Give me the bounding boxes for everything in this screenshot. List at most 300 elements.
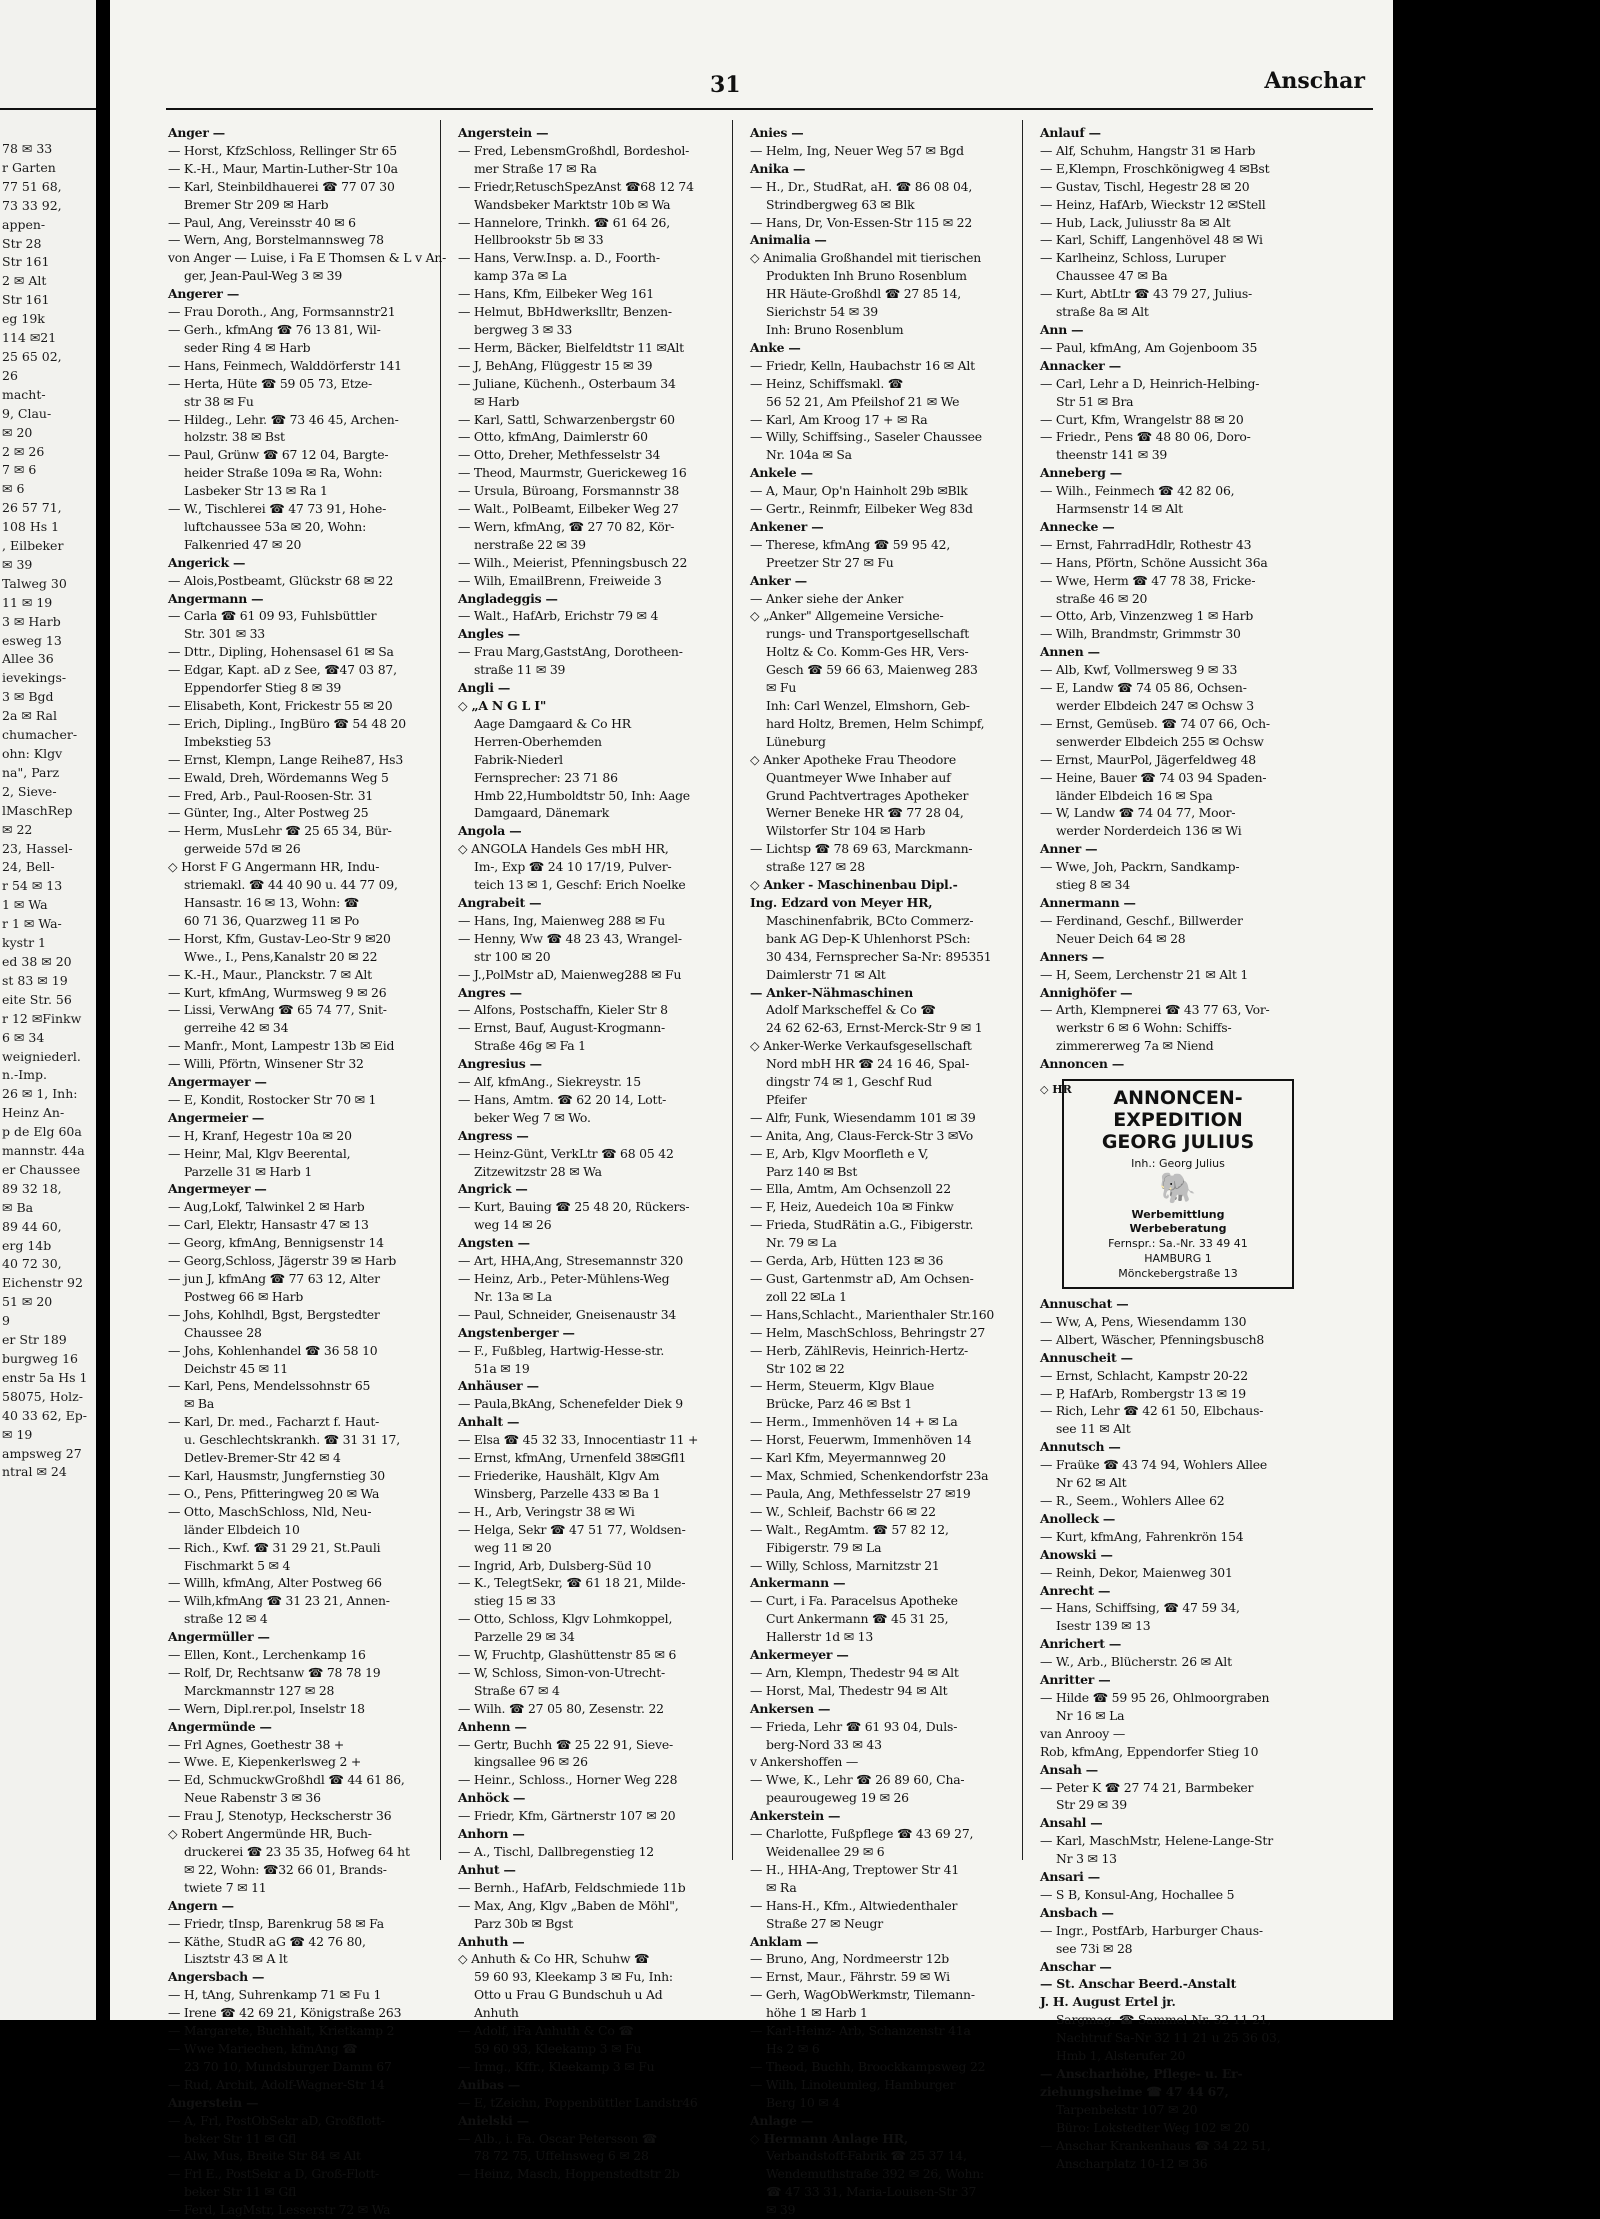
prev-page-fragment: 2 ✉ Alt xyxy=(2,273,47,289)
directory-entry: Nr. 104a ✉ Sa xyxy=(766,447,852,463)
directory-entry: Falkenried 47 ✉ 20 xyxy=(184,536,302,552)
directory-entry: — Heinz, Arb., Peter-Mühlens-Weg xyxy=(458,1271,670,1286)
directory-entry: — Horst, KfzSchloss, Rellinger Str 65 xyxy=(168,142,397,158)
prev-page-fragment: er Str 189 xyxy=(2,1332,67,1348)
directory-entry: Nr. 13a ✉ La xyxy=(474,1288,552,1304)
directory-entry: — Therese, kfmAng ☎ 59 95 42, xyxy=(750,536,951,552)
prev-page-fragment: burgweg 16 xyxy=(2,1351,79,1366)
directory-entry: Hansastr. 16 ✉ 13, Wohn: ☎ xyxy=(184,894,360,910)
directory-entry: ☎ 47 33 31, Maria-Louisen-Str 37 xyxy=(766,2184,977,2200)
prev-page-fragment: 1 ✉ Wa xyxy=(2,897,48,913)
prev-page-fragment: ✉ 19 xyxy=(2,1426,33,1442)
directory-entry: — Gertr., Reinmfr, Eilbeker Weg 83d xyxy=(750,501,973,517)
directory-entry: Maschinenfabrik, BCto Commerz- xyxy=(766,912,974,928)
directory-entry: Brücke, Parz 46 ✉ Bst 1 xyxy=(766,1396,912,1412)
directory-entry: — W., Schleif, Bachstr 66 ✉ 22 xyxy=(750,1503,936,1519)
directory-entry: — Friedr,RetuschSpezAnst ☎68 12 74 xyxy=(458,178,694,194)
directory-entry: ◇ Horst F G Angermann HR, Indu- xyxy=(168,859,380,875)
directory-entry: Postweg 66 ✉ Harb xyxy=(184,1288,304,1304)
directory-entry: Str. 301 ✉ 33 xyxy=(184,626,265,642)
directory-entry: stieg 15 ✉ 33 xyxy=(474,1593,556,1609)
directory-entry: ◇ Robert Angermünde HR, Buch- xyxy=(168,1826,372,1842)
directory-entry: hard Holtz, Bremen, Helm Schimpf, xyxy=(766,715,985,731)
directory-entry: — Heine, Bauer ☎ 74 03 94 Spaden- xyxy=(1040,769,1267,785)
surname-heading: Ankele — xyxy=(750,465,813,481)
surname-heading: Animalia — xyxy=(750,232,827,248)
prev-page-fragment: Str 161 xyxy=(2,292,50,308)
directory-entry: beker Weg 7 ✉ Wo. xyxy=(474,1109,591,1125)
directory-entry: luftchaussee 53a ✉ 20, Wohn: xyxy=(184,518,367,534)
surname-heading: Ansahl — xyxy=(1040,1815,1103,1831)
directory-entry: holzstr. 38 ✉ Bst xyxy=(184,429,285,445)
directory-entry: ✉ 22, Wohn: ☎32 66 01, Brands- xyxy=(184,1861,387,1877)
directory-entry: Str 102 ✉ 22 xyxy=(766,1360,845,1376)
surname-heading: Angerer — xyxy=(168,286,240,302)
directory-entry: — Wilh, EmailBrenn, Freiweide 3 xyxy=(458,572,662,588)
prev-page-fragment: Talweg 30 xyxy=(2,575,67,591)
directory-entry: Pfeifer xyxy=(766,1091,807,1107)
directory-entry: — E,Klempn, Froschkönigweg 4 ✉Bst xyxy=(1040,160,1270,176)
directory-entry: — Alf, Schuhm, Hangstr 31 ✉ Harb xyxy=(1040,142,1256,158)
directory-entry: — Karl Kfm, Meyermannweg 20 xyxy=(750,1450,946,1466)
directory-entry: — Herm., Immenhöven 14 + ✉ La xyxy=(750,1414,958,1430)
prev-page-fragment: 9 xyxy=(2,1313,10,1329)
directory-entry: — Ernst, FahrradHdlr, Rothestr 43 xyxy=(1040,536,1252,552)
prev-page-fragment: 3 ✉ Bgd xyxy=(2,689,54,705)
directory-entry: — Peter K ☎ 27 74 21, Barmbeker xyxy=(1040,1779,1254,1795)
directory-entry: — A, Frl, PostObSekr aD, Großflott- xyxy=(168,2112,385,2128)
directory-entry: ✉ Harb xyxy=(474,393,520,409)
surname-heading: Anker — xyxy=(750,572,807,588)
directory-entry: — P, HafArb, Rombergstr 13 ✉ 19 xyxy=(1040,1385,1246,1401)
directory-entry: — Gerda, Arb, Hütten 123 ✉ 36 xyxy=(750,1253,944,1269)
directory-entry: — Ferd, LagMstr, Lesserstr 72 ✉ Wa xyxy=(168,2202,391,2218)
surname-heading: ◇ Hermann Anlage HR, xyxy=(750,2130,908,2146)
directory-entry: Marckmannstr 127 ✉ 28 xyxy=(184,1682,335,1698)
directory-entry: — Dttr., Dipling, Hohensasel 61 ✉ Sa xyxy=(168,644,394,660)
directory-entry: beker Str 11 ✉ Gfl xyxy=(184,2184,297,2200)
directory-entry: — Max, Schmied, Schenkendorfstr 23a xyxy=(750,1467,989,1483)
directory-entry: — Willy, Schiffsing., Saseler Chaussee xyxy=(750,429,982,445)
directory-entry: Nr 16 ✉ La xyxy=(1056,1707,1125,1723)
directory-entry: Lasbeker Str 13 ✉ Ra 1 xyxy=(184,483,328,499)
surname-heading: Anies — xyxy=(750,125,804,140)
directory-entry: — Otto, MaschSchloss, Nld, Neu- xyxy=(168,1503,372,1519)
directory-entry: — E, Arb, Klgv Moorfleth e V, xyxy=(750,1145,929,1161)
directory-entry: Daimlerstr 71 ✉ Alt xyxy=(766,966,886,982)
directory-entry: — Friedr., Pens ☎ 48 80 06, Doro- xyxy=(1040,429,1251,445)
directory-entry: striemakl. ☎ 44 40 90 u. 44 77 09, xyxy=(184,877,398,893)
directory-entry: — Wilh,kfmAng ☎ 31 23 21, Annen- xyxy=(168,1593,390,1609)
directory-entry: Berg 10 ✉ 4 xyxy=(766,2094,840,2110)
directory-entry: — Kurt, AbtLtr ☎ 43 79 27, Julius- xyxy=(1040,286,1253,302)
prev-page-fragment: 2a ✉ Ral xyxy=(2,708,57,724)
directory-entry: von Anger — Luise, i Fa E Thomsen & L v An- xyxy=(168,250,447,266)
surname-heading: Angladeggis — xyxy=(458,590,558,606)
directory-entry: — Paula, Ang, Methfesselstr 27 ✉19 xyxy=(750,1485,971,1501)
directory-entry: — Wilh, Linoleumleg, Hamburger xyxy=(750,2076,956,2092)
directory-entry: Weidenallee 29 ✉ 6 xyxy=(766,1844,885,1859)
directory-entry: länder Elbdeich 10 xyxy=(184,1521,300,1537)
column-divider xyxy=(440,120,441,1860)
directory-entry: — Karl, Am Kroog 17 + ✉ Ra xyxy=(750,411,928,427)
directory-entry: — Frau Doroth., Ang, Formsannstr21 xyxy=(168,304,396,320)
directory-entry: Hallerstr 1d ✉ 13 xyxy=(766,1629,874,1645)
prev-page-fragment: 26 ✉ 1, Inh: xyxy=(2,1086,78,1102)
directory-entry: — Friederike, Haushält, Klgv Am xyxy=(458,1467,660,1483)
directory-entry: — Hans, Pförtn, Schöne Aussicht 36a xyxy=(1040,554,1268,570)
directory-entry: Herren-Oberhemden xyxy=(474,733,602,749)
ad-owner: Inh.: Georg Julius xyxy=(1131,1157,1225,1171)
directory-entry: — Reinh, Dekor, Maienweg 301 xyxy=(1040,1564,1233,1580)
directory-entry: — Alfons, Postschaffn, Kieler Str 8 xyxy=(458,1002,668,1018)
directory-entry: — Elsa ☎ 45 32 33, Innocentiastr 11 + xyxy=(458,1432,699,1448)
directory-entry: — Frieda, StudRätin a.G., Fibigerstr. xyxy=(750,1217,974,1233)
surname-heading: Anrecht — xyxy=(1040,1582,1111,1598)
prev-page-fragment: 11 ✉ 19 xyxy=(2,594,53,610)
directory-entry: — Edgar, Kapt. aD z See, ☎47 03 87, xyxy=(168,662,397,678)
directory-entry: Parz 30b ✉ Bgst xyxy=(474,1915,573,1931)
directory-column-3 xyxy=(750,124,1018,2218)
directory-entry: — Curt, i Fa. Paracelsus Apotheke xyxy=(750,1593,958,1609)
directory-entry: — Helm, Ing, Neuer Weg 57 ✉ Bgd xyxy=(750,142,964,158)
directory-entry: Lüneburg xyxy=(766,733,826,749)
directory-entry: Preetzer Str 27 ✉ Fu xyxy=(766,554,894,570)
directory-entry: — H., HHA-Ang, Treptower Str 41 xyxy=(750,1861,960,1877)
prev-page-fragment: ✉ 20 xyxy=(2,424,33,440)
prev-page-fragment: 108 Hs 1 xyxy=(2,519,60,535)
directory-entry: — Arn, Klempn, Thedestr 94 ✉ Alt xyxy=(750,1664,959,1680)
surname-heading: Angern — xyxy=(168,1897,234,1913)
prev-page-fragment: 73 33 92, xyxy=(2,197,62,213)
directory-entry: — Ed, SchmuckwGroßhdl ☎ 44 61 86, xyxy=(168,1772,405,1788)
directory-entry: zoll 22 ✉La 1 xyxy=(766,1288,847,1304)
directory-entry: stieg 8 ✉ 34 xyxy=(1056,877,1131,893)
directory-entry: seder Ring 4 ✉ Harb xyxy=(184,339,311,355)
directory-entry: — Frau J, Stenotyp, Heckscherstr 36 xyxy=(168,1808,392,1824)
ad-city: HAMBURG 1 xyxy=(1144,1252,1212,1266)
directory-entry: — Georg, kfmAng, Bennigsenstr 14 xyxy=(168,1235,384,1251)
surname-heading: Anger — xyxy=(168,125,226,140)
directory-entry: Str 29 ✉ 39 xyxy=(1056,1797,1127,1813)
directory-entry: — Kurt, Bauing ☎ 25 48 20, Rückers- xyxy=(458,1199,690,1215)
directory-entry: — Karl, MaschMstr, Helene-Lange-Str xyxy=(1040,1833,1273,1849)
surname-heading: Anschar — xyxy=(1040,1958,1112,1974)
directory-entry: — Theod, Buchh, Broockkampsweg 22 xyxy=(750,2058,986,2074)
directory-entry: Holtz & Co. Komm-Ges HR, Vers- xyxy=(766,644,969,660)
prev-page-fragment: ohn: Klgv xyxy=(2,746,63,761)
directory-entry: — Ella, Amtm, Am Ochsenzoll 22 xyxy=(750,1181,951,1197)
directory-entry: — Henny, Ww ☎ 48 23 43, Wrangel- xyxy=(458,930,682,946)
ad-phone: Fernspr.: Sa.-Nr. 33 49 41 xyxy=(1108,1237,1248,1251)
directory-entry: — Ernst, Schlacht, Kampstr 20-22 xyxy=(1040,1367,1248,1383)
directory-entry: — Alois,Postbeamt, Glückstr 68 ✉ 22 xyxy=(168,572,394,588)
directory-entry: werder Norderdeich 136 ✉ Wi xyxy=(1056,823,1242,839)
surname-heading: Anlauf — xyxy=(1040,125,1101,140)
directory-entry: straße 46 ✉ 20 xyxy=(1056,590,1148,606)
directory-entry: ◇ Animalia Großhandel mit tierischen xyxy=(750,250,981,266)
directory-entry: — Ursula, Büroang, Forsmannstr 38 xyxy=(458,483,680,499)
prev-page-fragment: ✉ 22 xyxy=(2,821,33,837)
directory-entry: Neue Rabenstr 3 ✉ 36 xyxy=(184,1790,321,1806)
directory-entry: länder Elbdeich 16 ✉ Spa xyxy=(1056,787,1213,803)
directory-entry: — Gustav, Tischl, Hegestr 28 ✉ 20 xyxy=(1040,178,1250,194)
surname-heading: Angli — xyxy=(458,680,511,696)
directory-entry: — K.-H., Maur, Martin-Luther-Str 10a xyxy=(168,160,398,176)
directory-entry: — Ellen, Kont., Lerchenkamp 16 xyxy=(168,1647,366,1663)
prev-page-fragment: kystr 1 xyxy=(2,935,46,951)
surname-heading: Anowski — xyxy=(1040,1546,1113,1562)
surname-heading: Anhöck — xyxy=(458,1790,526,1806)
directory-entry: — Karl, Steinbildhauerei ☎ 77 07 30 xyxy=(168,178,395,194)
directory-entry: — Walt., RegAmtm. ☎ 57 82 12, xyxy=(750,1521,949,1537)
directory-entry: — Ernst, MaurPol, Jägerfeldweg 48 xyxy=(1040,751,1256,767)
directory-entry: — Ernst, Maur., Fährstr. 59 ✉ Wi xyxy=(750,1969,950,1985)
directory-entry: — O., Pens, Pfitteringweg 20 ✉ Wa xyxy=(168,1485,380,1501)
directory-entry: Gesch ☎ 59 66 63, Maienweg 283 xyxy=(766,662,978,678)
directory-entry: — Anita, Ang, Claus-Ferck-Str 3 ✉Vo xyxy=(750,1127,973,1143)
surname-heading: — St. Anschar Beerd.-Anstalt xyxy=(1040,1976,1237,1992)
directory-entry: — Alw, Mus, Breite Str 84 ✉ Alt xyxy=(168,2148,361,2164)
directory-entry: Nr 62 ✉ Alt xyxy=(1056,1475,1127,1491)
directory-entry: — Wilh. ☎ 27 05 80, Zesenstr. 22 xyxy=(458,1700,664,1716)
directory-entry: — Horst, Feuerwm, Immenhöven 14 xyxy=(750,1432,972,1448)
running-head: Anschar xyxy=(1264,68,1365,94)
directory-entry: — E, Kondit, Rostocker Str 70 ✉ 1 xyxy=(168,1091,377,1107)
prev-page-fragment: ✉ 39 xyxy=(2,556,33,572)
prev-page-fragment: , Eilbeker xyxy=(2,538,64,554)
directory-entry: gerreihe 42 ✉ 34 xyxy=(184,1020,289,1036)
directory-entry: — Käthe, StudR aG ☎ 42 76 80, xyxy=(168,1933,366,1949)
directory-entry: — Hans, Schiffsing, ☎ 47 59 34, xyxy=(1040,1600,1240,1616)
directory-entry: — Helmut, BbHdwerkslltr, Benzen- xyxy=(458,304,672,320)
directory-entry: — E, Landw ☎ 74 05 86, Ochsen- xyxy=(1040,680,1247,696)
directory-entry: van Anrooy — xyxy=(1040,1725,1126,1741)
directory-entry: — Rud, Archit, Adolf-Wagner-Str 14 xyxy=(168,2076,385,2092)
directory-entry: — Carla ☎ 61 09 93, Fuhlsbüttler xyxy=(168,608,377,624)
prev-page-fragment: weigniederl. xyxy=(2,1048,81,1064)
directory-entry: Chaussee 28 xyxy=(184,1324,262,1340)
directory-entry: — Rich., Kwf. ☎ 31 29 21, St.Pauli xyxy=(168,1539,381,1555)
directory-entry: ◇ Anker Apotheke Frau Theodore xyxy=(750,751,957,767)
directory-entry: — Frl Agnes, Goethestr 38 + xyxy=(168,1736,345,1752)
directory-entry: Detlev-Bremer-Str 42 ✉ 4 xyxy=(184,1450,341,1466)
directory-entry: — Arth, Klempnerei ☎ 43 77 63, Vor- xyxy=(1040,1002,1270,1018)
prev-page-fragment: 40 33 62, Ep- xyxy=(2,1407,87,1423)
directory-entry: — Ingrid, Arb, Dulsberg-Süd 10 xyxy=(458,1557,652,1573)
surname-heading: Ing. Edzard von Meyer HR, xyxy=(750,894,933,910)
directory-entry: — Paul, Grünw ☎ 67 12 04, Bargte- xyxy=(168,447,389,463)
prev-page-fragment: lMaschRep xyxy=(2,802,73,818)
prev-page-fragment: Heinz An- xyxy=(2,1105,65,1121)
directory-entry: — Hans,Schlacht., Marienthaler Str.160 xyxy=(750,1306,995,1322)
directory-entry: — Ferdinand, Geschf., Billwerder xyxy=(1040,912,1243,928)
directory-entry: bank AG Dep-K Uhlenhorst PSch: xyxy=(766,930,971,946)
directory-entry: — Charlotte, Fußpflege ☎ 43 69 27, xyxy=(750,1826,974,1842)
directory-entry: — Gertr, Buchh ☎ 25 22 91, Sieve- xyxy=(458,1736,673,1752)
directory-column-2 xyxy=(458,124,726,2182)
directory-entry: — Alfr, Funk, Wiesendamm 101 ✉ 39 xyxy=(750,1109,976,1125)
directory-entry: Parzelle 31 ✉ Harb 1 xyxy=(184,1163,313,1179)
directory-entry: 78 72 75, Uffelnsweg 6 ✉ 28 xyxy=(474,2148,649,2164)
prev-page-fragment: r 54 ✉ 13 xyxy=(2,878,63,894)
directory-entry: — Bruno, Ang, Nordmeerstr 12b xyxy=(750,1951,949,1967)
directory-entry: — A, Maur, Op'n Hainholt 29b ✉Blk xyxy=(750,483,968,499)
ad-service-2: Werbeberatung xyxy=(1129,1222,1227,1236)
directory-entry: — Horst, Mal, Thedestr 94 ✉ Alt xyxy=(750,1682,948,1698)
directory-entry: — W, Schloss, Simon-von-Utrecht- xyxy=(458,1664,666,1680)
prev-page-fragment: 7 ✉ 6 xyxy=(2,462,37,478)
surname-heading: Anner — xyxy=(1040,841,1098,857)
directory-entry: — Walt., HafArb, Erichstr 79 ✉ 4 xyxy=(458,608,659,624)
surname-heading: Angersbach — xyxy=(168,1969,265,1985)
directory-entry: — Ernst, Bauf, August-Krogmann- xyxy=(458,1020,666,1036)
surname-heading: Annutsch — xyxy=(1040,1439,1121,1455)
directory-entry: — Hans, Kfm, Eilbeker Weg 161 xyxy=(458,286,654,302)
directory-entry: — Adolf, iFa Anhuth & Co ☎ xyxy=(458,2023,634,2039)
directory-entry: — Frau Marg,GaststAng, Dorotheen- xyxy=(458,644,683,660)
directory-entry: — Karl, Dr. med., Facharzt f. Haut- xyxy=(168,1414,380,1430)
directory-entry: Inh: Carl Wenzel, Elmshorn, Geb- xyxy=(766,698,970,713)
surname-heading: Angermann — xyxy=(168,590,264,606)
directory-entry: — Heinz, HafArb, Wieckstr 12 ✉Stell xyxy=(1040,196,1266,212)
directory-entry: — Karl, Schiff, Langenhövel 48 ✉ Wi xyxy=(1040,232,1263,248)
directory-entry: — S B, Konsul-Ang, Hochallee 5 xyxy=(1040,1886,1235,1902)
prev-page-fragment: appen- xyxy=(2,216,46,232)
directory-entry: — H., Dr., StudRat, aH. ☎ 86 08 04, xyxy=(750,178,973,194)
surname-heading: Angerstein — xyxy=(458,125,549,140)
directory-entry: zimmererweg 7a ✉ Niend xyxy=(1056,1038,1214,1054)
directory-entry: Nr. 79 ✉ La xyxy=(766,1235,837,1251)
header-rule xyxy=(166,108,1373,110)
directory-entry: dingstr 74 ✉ 1, Geschf Rud xyxy=(766,1074,932,1090)
surname-heading: Anneberg — xyxy=(1040,465,1122,481)
surname-heading: Angrick — xyxy=(458,1181,528,1197)
directory-entry: — Fred, LebensmGroßhdl, Bordeshol- xyxy=(458,142,690,158)
directory-entry: 60 71 36, Quarzweg 11 ✉ Po xyxy=(184,912,359,928)
surname-heading: Ansari — xyxy=(1040,1869,1100,1885)
surname-heading: — Anscharhöhe, Pflege- u. Er- xyxy=(1040,2066,1243,2081)
prev-page-fragment: 23, Hassel- xyxy=(2,840,73,856)
directory-entry: ◇ Anhuth & Co HR, Schuhw ☎ xyxy=(458,1951,650,1967)
surname-heading: Anhenn — xyxy=(458,1718,527,1734)
directory-entry: — Karl, Hausmstr, Jungfernstieg 30 xyxy=(168,1467,385,1483)
surname-heading: Ankermeyer — xyxy=(750,1647,849,1663)
directory-entry: — Wilh., Meierist, Pfenningsbusch 22 xyxy=(458,554,688,570)
directory-entry: — Willh, kfmAng, Alter Postweg 66 xyxy=(168,1575,382,1591)
directory-entry: Fabrik-Niederl xyxy=(474,751,563,767)
directory-entry: — W, Fruchtp, Glashüttenstr 85 ✉ 6 xyxy=(458,1647,677,1663)
directory-entry: 51a ✉ 19 xyxy=(474,1360,530,1376)
directory-entry: — Hans, Dr, Von-Essen-Str 115 ✉ 22 xyxy=(750,214,973,230)
prev-page-fragment: 77 51 68, xyxy=(2,178,62,194)
directory-entry: — Helm, MaschSchloss, Behringstr 27 xyxy=(750,1324,986,1340)
directory-entry: — Friedr, Kfm, Gärtnerstr 107 ✉ 20 xyxy=(458,1808,676,1824)
directory-entry: Eppendorfer Stieg 8 ✉ 39 xyxy=(184,680,342,696)
directory-entry: — Gust, Gartenmstr aD, Am Ochsen- xyxy=(750,1271,974,1286)
directory-entry: — Margarete, Buchhalt, Krietkamp 2 xyxy=(168,2023,395,2039)
prev-page-fragment: 25 65 02, xyxy=(2,348,62,364)
surname-heading: — Anker-Nähmaschinen xyxy=(750,984,914,1000)
directory-entry: weg 11 ✉ 20 xyxy=(474,1539,552,1555)
directory-entry: — Bernh., HafArb, Feldschmiede 11b xyxy=(458,1879,686,1895)
directory-entry: — Rich, Lehr ☎ 42 61 50, Elbchaus- xyxy=(1040,1403,1264,1419)
surname-heading: Angress — xyxy=(458,1127,529,1143)
directory-entry: — Ewald, Dreh, Wördemanns Weg 5 xyxy=(168,769,389,785)
directory-entry: mer Straße 17 ✉ Ra xyxy=(474,160,597,176)
directory-entry: — Karl, Pens, Mendelssohnstr 65 xyxy=(168,1378,371,1394)
prev-page-fragment: Allee 36 xyxy=(2,651,54,667)
surname-heading: Angerstein — xyxy=(168,2094,259,2110)
prev-page-fragment: Eichenstr 92 xyxy=(2,1275,83,1291)
directory-entry: gerweide 57d ✉ 26 xyxy=(184,841,301,857)
prev-page-fragment: 3 ✉ Harb xyxy=(2,613,61,629)
directory-entry: — Irmg., Kffr., Kleekamp 3 ✉ Fu xyxy=(458,2058,655,2074)
surname-heading: Angermayer — xyxy=(168,1074,267,1090)
directory-entry: Parz 140 ✉ Bst xyxy=(766,1163,858,1179)
directory-entry: — Hans, Ing, Maienweg 288 ✉ Fu xyxy=(458,912,666,928)
directory-entry: — Anker siehe der Anker xyxy=(750,590,904,606)
prev-page-fragment: ed 38 ✉ 20 xyxy=(2,953,72,969)
previous-page-column xyxy=(0,140,87,1482)
directory-entry: — Carl, Lehr a D, Heinrich-Helbing- xyxy=(1040,375,1260,391)
directory-entry: — Hildeg., Lehr. ☎ 73 46 45, Archen- xyxy=(168,411,399,427)
directory-entry: — Hilde ☎ 59 95 26, Ohlmoorgraben xyxy=(1040,1689,1270,1705)
directory-entry: — Ww, A, Pens, Wiesendamm 130 xyxy=(1040,1313,1247,1329)
surname-heading: Anners — xyxy=(1040,948,1105,964)
directory-entry: Nachtruf Sa-Nr 32 11 21 u 25 36 03, xyxy=(1056,2030,1281,2046)
directory-entry: Straße 46g ✉ Fa 1 xyxy=(474,1038,586,1054)
directory-entry: — Frieda, Lehr ☎ 61 93 04, Duls- xyxy=(750,1718,958,1734)
advertisement-box xyxy=(1062,1079,1294,1289)
directory-entry: — Hans, Feinmech, Walddörferstr 141 xyxy=(168,357,402,373)
directory-entry: Chaussee 47 ✉ Ba xyxy=(1056,268,1168,284)
directory-entry: 24 62 62-63, Ernst-Merck-Str 9 ✉ 1 xyxy=(766,1020,983,1036)
directory-entry: — Ernst, kfmAng, Urnenfeld 38✉Gfl1 xyxy=(458,1450,687,1466)
directory-entry: Nr 3 ✉ 13 xyxy=(1056,1851,1117,1867)
prev-page-fragment: ✉ Ba xyxy=(2,1199,34,1215)
directory-entry: — Fred, Arb., Paul-Roosen-Str. 31 xyxy=(168,787,374,803)
directory-entry: Parzelle 29 ✉ 34 xyxy=(474,1629,575,1645)
directory-entry: Adolf Markscheffel & Co ☎ xyxy=(766,1002,936,1018)
directory-entry: 30 434, Fernsprecher Sa-Nr: 895351 xyxy=(766,948,992,964)
directory-entry: — Georg,Schloss, Jägerstr 39 ✉ Harb xyxy=(168,1253,397,1269)
surname-heading: Annecke — xyxy=(1040,518,1115,534)
directory-entry: Deichstr 45 ✉ 11 xyxy=(184,1360,288,1376)
prev-page-fragment: eg 19k xyxy=(2,311,45,327)
directory-entry: Tarpenbekstr 107 ✉ 20 xyxy=(1056,2101,1198,2117)
directory-entry: see 73i ✉ 28 xyxy=(1056,1940,1133,1956)
prev-page-fragment: 9, Clau- xyxy=(2,405,52,421)
directory-entry: — Hans-H., Kfm., Altwiedenthaler xyxy=(750,1897,958,1913)
directory-entry: — Art, HHA,Ang, Stresemannstr 320 xyxy=(458,1253,684,1269)
surname-heading: Anielski — xyxy=(458,2112,529,2128)
directory-entry: — Kurt, kfmAng, Fahrenkrön 154 xyxy=(1040,1528,1244,1544)
prev-page-fragment: r 1 ✉ Wa- xyxy=(2,916,62,932)
directory-entry: 59 60 93, Kleekamp 3 ✉ Fu, Inh: xyxy=(474,1969,673,1985)
directory-entry: 59 60 93, Kleekamp 3 ✉ Fu xyxy=(474,2040,642,2056)
directory-entry: — Ernst, Klempn, Lange Reihe87, Hs3 xyxy=(168,751,404,767)
directory-entry: ✉ Ra xyxy=(766,1879,797,1895)
prev-page-fragment: p de Elg 60a xyxy=(2,1124,82,1140)
directory-entry: nerstraße 22 ✉ 39 xyxy=(474,536,586,552)
prev-page-fragment: n.-Imp. xyxy=(2,1067,48,1083)
column-divider xyxy=(732,120,733,1860)
directory-entry: heider Straße 109a ✉ Ra, Wohn: xyxy=(184,465,383,481)
directory-entry: — Wwe, Joh, Packrn, Sandkamp- xyxy=(1040,859,1240,875)
directory-entry: — jun J, kfmAng ☎ 77 63 12, Alter xyxy=(168,1271,380,1286)
directory-entry: Produkten Inh Bruno Rosenblum xyxy=(766,268,967,284)
